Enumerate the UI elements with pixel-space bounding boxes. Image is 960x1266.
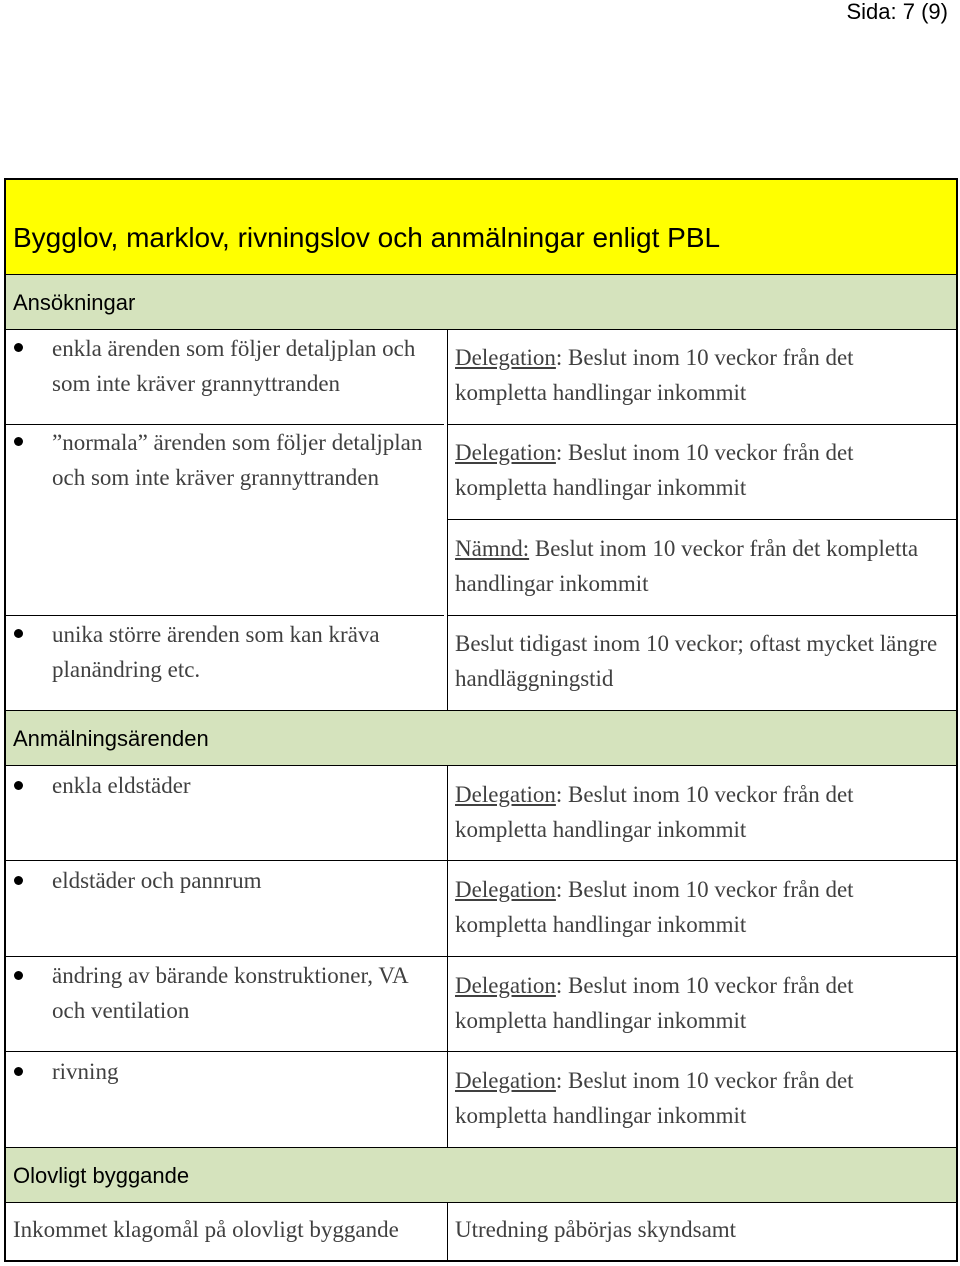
decision-body: Beslut tidigast inom 10 veckor; oftast mycket längre handläggningstid [455, 631, 938, 691]
table-title: Bygglov, marklov, rivningslov och anmälningar enligt PBL [13, 222, 721, 253]
decision-body: : Beslut inom 10 veckor från det kompletta handlingar inkommit [455, 877, 854, 937]
divider [6, 1202, 956, 1203]
decision-body: : Beslut inom 10 veckor från det kompletta handlingar inkommit [455, 1068, 854, 1128]
divider [6, 1051, 956, 1052]
decision-body: : Beslut inom 10 veckor från det kompletta handlingar inkommit [455, 345, 854, 405]
list-item: ”normala” ärenden som följer detaljplan och som inte kräver grannyttranden [52, 430, 423, 490]
list-item: ändring av bärande konstruktioner, VA och ventilation [52, 963, 408, 1023]
divider [6, 956, 956, 957]
bullet-icon [14, 971, 23, 980]
list-item: eldstäder och pannrum [52, 868, 262, 893]
table-title-row [6, 180, 956, 274]
page-number: Sida: 7 (9) [846, 0, 948, 24]
list-item: enkla ärenden som följer detaljplan och som inte kräver grannyttranden [52, 336, 416, 396]
decision-label: Delegation [455, 782, 556, 807]
divider [6, 765, 956, 766]
bullet-icon [14, 629, 23, 638]
decision-text [455, 627, 950, 696]
decision-text [455, 969, 950, 1038]
decision-body: : Beslut inom 10 veckor från det kompletta handlingar inkommit [455, 973, 854, 1033]
section-heading: Anmälningsärenden [13, 726, 209, 751]
bullet-icon [14, 437, 23, 446]
divider [448, 424, 956, 425]
delegation-table [4, 178, 958, 1262]
bullet-icon [14, 343, 23, 352]
divider [448, 519, 956, 520]
list-item: unika större ärenden som kan kräva planändring etc. [52, 622, 380, 682]
divider [6, 860, 956, 861]
decision-text [455, 436, 950, 505]
column-divider [447, 765, 448, 1147]
olovligt-byggande-right-text: Utredning påbörjas skyndsamt [455, 1217, 737, 1242]
decision-body: : Beslut inom 10 veckor från det kompletta handlingar inkommit [455, 440, 854, 500]
divider [6, 424, 444, 425]
decision-text [455, 873, 950, 942]
decision-text [455, 341, 950, 410]
bullet-icon [14, 781, 23, 790]
section-header-anmalningsarenden [6, 711, 956, 765]
decision-text [455, 778, 950, 847]
divider [6, 329, 956, 330]
olovligt-byggande-left-text: Inkommet klagomål på olovligt byggande [13, 1217, 399, 1242]
decision-body: Beslut inom 10 veckor från det kompletta handlingar inkommit [455, 536, 919, 596]
section-header-olovligt-byggande [6, 1148, 956, 1202]
column-divider [447, 1202, 448, 1262]
decision-label: Delegation [455, 440, 556, 465]
decision-text [455, 1064, 950, 1133]
bullet-icon [14, 1067, 23, 1076]
section-heading: Olovligt byggande [13, 1163, 190, 1188]
divider [6, 615, 444, 616]
bullet-icon [14, 876, 23, 885]
decision-label: Nämnd: [455, 536, 530, 561]
decision-text [455, 532, 950, 601]
divider [448, 615, 956, 616]
section-heading: Ansökningar [13, 290, 136, 315]
decision-label: Delegation [455, 973, 556, 998]
list-item: enkla eldstäder [52, 773, 191, 798]
section-header-ansokningar [6, 275, 956, 329]
decision-label: Delegation [455, 1068, 556, 1093]
list-item: rivning [52, 1059, 119, 1084]
decision-label: Delegation [455, 345, 556, 370]
column-divider [447, 329, 448, 710]
decision-body: : Beslut inom 10 veckor från det kompletta handlingar inkommit [455, 782, 854, 842]
decision-label: Delegation [455, 877, 556, 902]
